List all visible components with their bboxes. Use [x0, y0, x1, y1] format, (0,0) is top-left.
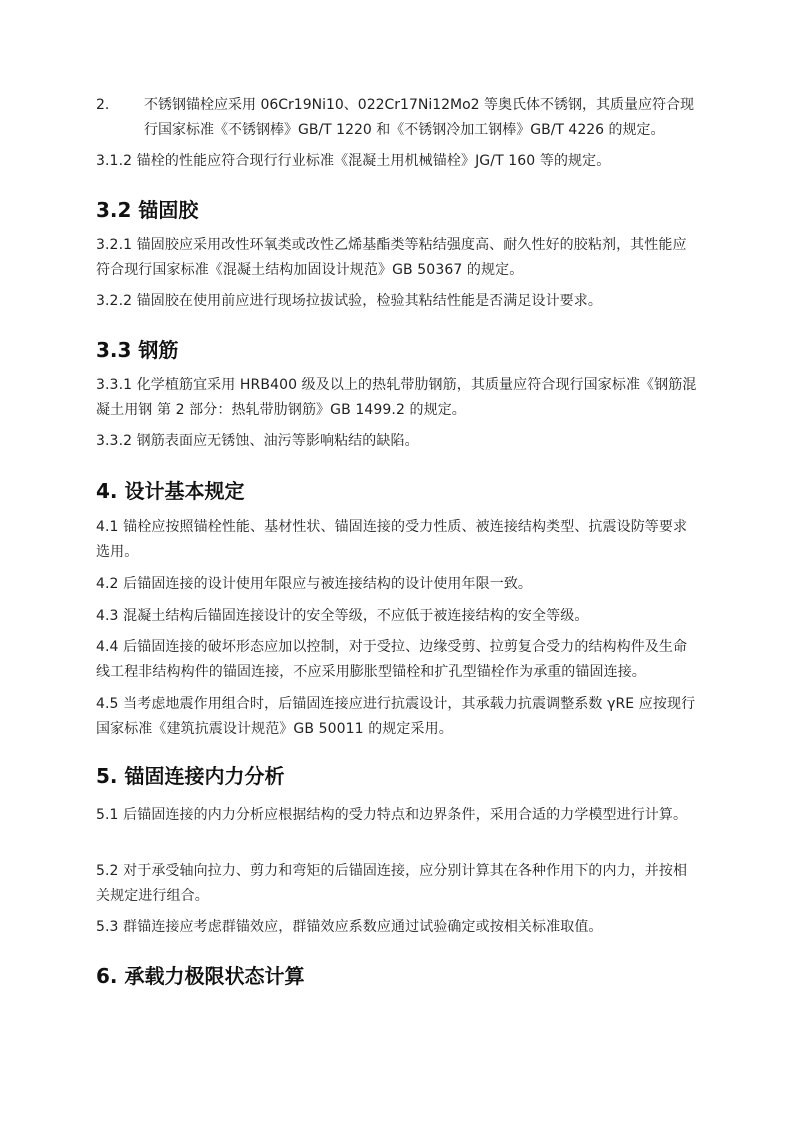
paragraph-3-1-2: 3.1.2 锚栓的性能应符合现行行业标准《混凝土用机械锚栓》JG/T 160 等的规定。 [96, 153, 611, 169]
paragraph-4-4: 4.4 后锚固连接的破坏形态应加以控制，对于受拉、边缘受剪、拉剪复合受力的结构构件及生命线工程非结构构件的锚固连接，不应采用膨胀型锚栓和扩孔型锚栓作为承重的锚固连接。 [96, 639, 688, 680]
paragraph-4-3: 4.3 混凝土结构后锚固连接设计的安全等级，不应低于被连接结构的安全等级。 [96, 608, 589, 624]
paragraph-4-5: 4.5 当考虑地震作用组合时，后锚固连接应进行抗震设计，其承载力抗震调整系数 γRE 应按现行国家标准《建筑抗震设计规范》GB 50011 的规定采用。 [96, 696, 696, 737]
heading-5: 5. 锚固连接内力分析 [96, 764, 285, 788]
paragraph-3-3-2: 3.3.2 钢筋表面应无锈蚀、油污等影响粘结的缺陷。 [96, 433, 419, 449]
paragraph-5-3: 5.3 群锚连接应考虑群锚效应，群锚效应系数应通过试验确定或按相关标准取值。 [96, 919, 603, 935]
paragraph-3-3-1: 3.3.1 化学植筋宜采用 HRB400 级及以上的热轧带肋钢筋，其质量应符合现行国家标准《钢筋混凝土用钢 第 2 部分：热轧带肋钢筋》GB 1499.2 的规定。 [96, 377, 697, 418]
heading-3-2: 3.2 锚固胶 [96, 198, 199, 222]
paragraph-4-1: 4.1 锚栓应按照锚栓性能、基材性状、锚固连接的受力性质、被连接结构类型、抗震设防等要求选用。 [96, 519, 688, 560]
heading-4: 4. 设计基本规定 [96, 479, 245, 503]
paragraph-5-2: 5.2 对于承受轴向拉力、剪力和弯矩的后锚固连接，应分别计算其在各种作用下的内力，并按相关规定进行组合。 [96, 863, 688, 904]
heading-3-3: 3.3 钢筋 [96, 338, 179, 362]
paragraph-3-2-1: 3.2.1 锚固胶应采用改性环氧类或改性乙烯基酯类等粘结强度高、耐久性好的胶粘剂，其性能应符合现行国家标准《混凝土结构加固设计规范》GB 50367 的规定。 [96, 237, 687, 278]
paragraph-3-2-2: 3.2.2 锚固胶在使用前应进行现场拉拔试验，检验其粘结性能是否满足设计要求。 [96, 293, 602, 309]
list-item-text: 不锈钢锚栓应采用 06Cr19Ni10、022Cr17Ni12Mo2 等奥氏体不锈钢，其质量应符合现行国家标准《不锈钢棒》GB/T 1220 和《不锈钢冷加工钢棒》GB/T 4226 的规定。 [144, 97, 695, 138]
list-item-number: 2. [96, 97, 110, 113]
paragraph-5-1: 5.1 后锚固连接的内力分析应根据结构的受力特点和边界条件，采用合适的力学模型进行计算。 [96, 807, 688, 823]
paragraph-4-2: 4.2 后锚固连接的设计使用年限应与被连接结构的设计使用年限一致。 [96, 576, 533, 592]
heading-6: 6. 承载力极限状态计算 [96, 964, 305, 988]
